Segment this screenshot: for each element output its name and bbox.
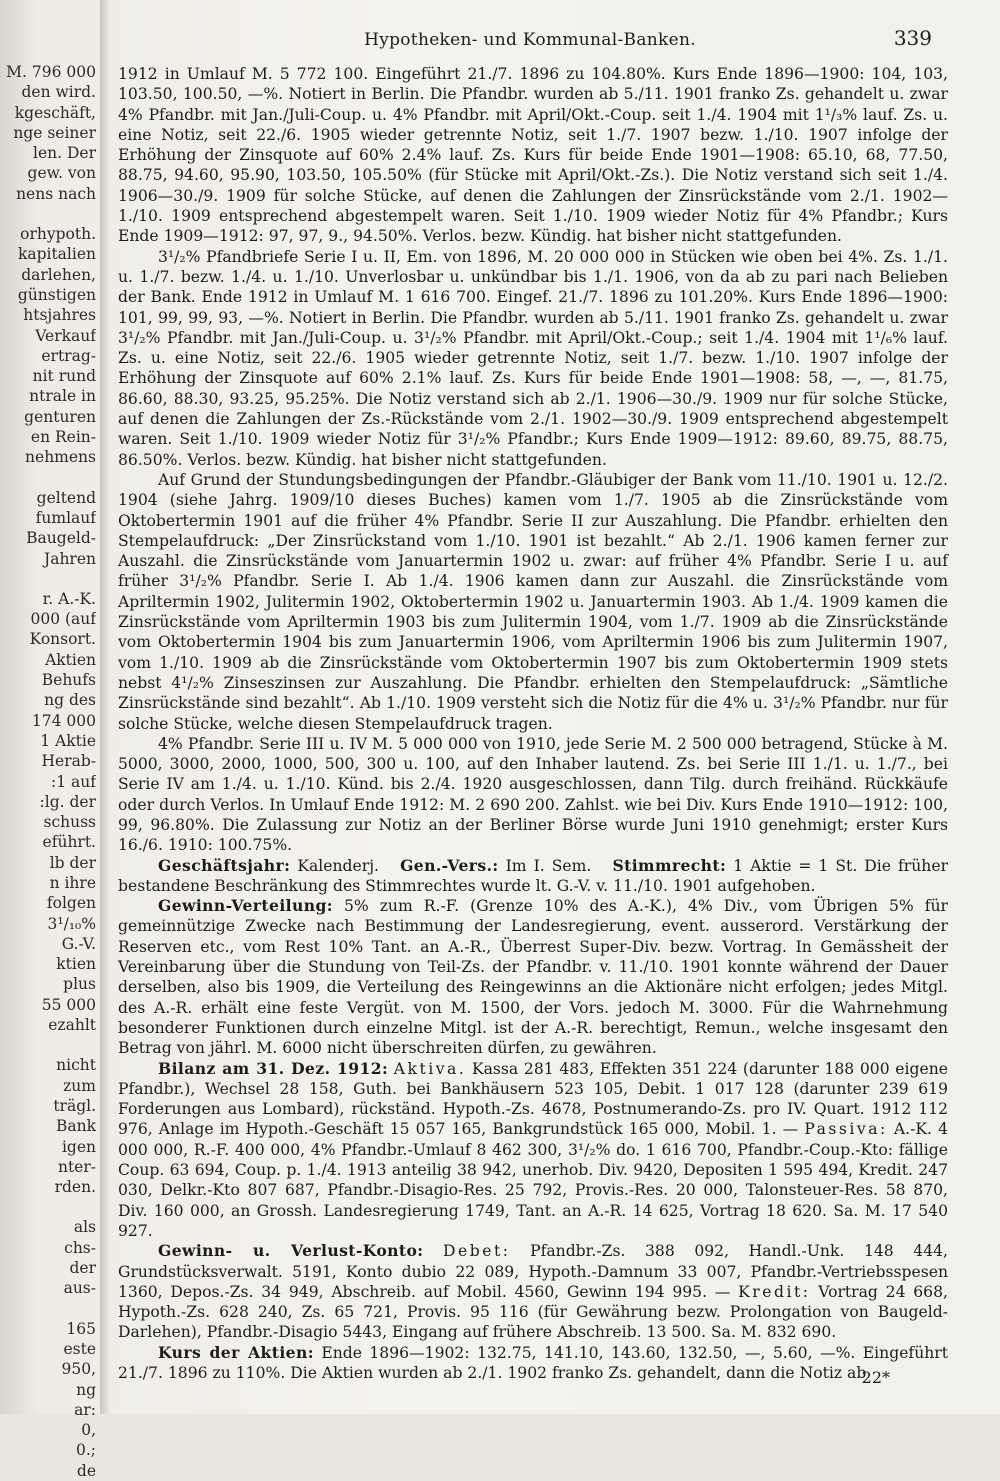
paragraph-bilanz: [118, 1059, 948, 1242]
margin-fragment: geltend: [36, 488, 96, 507]
margin-fragment: kgeschäft,: [14, 103, 96, 122]
margin-fragment: igen: [61, 1137, 96, 1156]
margin-fragment: ar:: [74, 1400, 96, 1419]
paragraph-pfandbr-3-5pct: 3¹/₂% Pfandbriefe Serie I u. II, Em. von 1896, M. 20 000 000 in Stücken wie oben bei 4%. Zs. 1./1. u. 1./7. bezw. 1./4. u. 1./10. Unverlosbar u. unkündbar bis 1./1. 1906, von da ab zu pari nach Belieben der Bank. Ende 1912 in Umlauf M. 1 616 700. Eingef. 21./7. 1896 zu 101.20%. Kurs Ende 1896—1900: 101, 99, 99, 93, —%. Notiert in Berlin. Die Pfandbr. wurden ab 5./11. 1901 franko Zs. gehandelt u. zwar 3¹/₂% Pfandbr. mit Jan./Juli-Coup. u. 3¹/₂% Pfandbr. mit April/Okt.-Coup.; seit 1./4. 1904 mit 1¹/₆% lauf. Zs. u. eine Notiz, seit 22./6. 1905 wieder getrennte Notiz, seit 1./7. bezw. 1./10. 1907 infolge der Erhöhung der Zinsquote auf 60% 2.1% lauf. Zs. Kurs für beide Ende 1901—1908: 58, —, —, 81.75, 86.60, 88.30, 93.25, 95.25%. Die Notiz verstand sich ab 2./1. 1906—30./9. 1909 nur für solche Stücke, auf denen die Zahlungen der Zs.-Rückstände vom 2./1. 1902—30./9. 1909 entsprechend abgestempelt waren. Seit 1./10. 1909 wieder Notiz für 3¹/₂% Pfandbr.; Kurs Ende 1909—1912: 89.60, 89.75, 88.75, 86.50%. Verlos. bezw. Kündig. hat bisher nicht stattgefunden.: [118, 247, 948, 469]
book-gutter: [100, 0, 110, 1414]
margin-fragment: schuss: [43, 813, 96, 832]
margin-fragment: plus: [63, 975, 96, 994]
margin-fragment: G.-V.: [61, 934, 96, 953]
margin-fragment: folgen: [46, 894, 96, 913]
running-title: Hypotheken- und Kommunal-Banken.: [364, 30, 696, 50]
margin-fragment: Jahren: [43, 549, 96, 568]
margin-fragment: :1 auf: [51, 772, 96, 791]
margin-fragment: darlehen,: [21, 265, 96, 284]
bilanz-label: Bilanz am 31. Dez. 1912:: [158, 1058, 389, 1078]
margin-fragment: Behufs: [41, 671, 96, 690]
guv-label: Gewinn- u. Verlust-Konto:: [158, 1241, 424, 1261]
margin-fragment: de: [76, 1461, 96, 1480]
margin-fragment: 165: [66, 1319, 96, 1338]
margin-fragment: eführt.: [42, 833, 96, 852]
margin-fragment: kapitalien: [17, 245, 96, 264]
margin-fragment: genturen: [24, 407, 96, 426]
paragraph-stundung: Auf Grund der Stundungsbedingungen der Pfandbr.-Gläubiger der Bank vom 11./10. 1901 u. 12./2. 1904 (siehe Jahrg. 1909/10 dieses Buches) kamen vom 1./7. 1905 ab die Zinsrückstände vom Oktobertermin 1901 auf die früher 4% Pfandbr. Serie II zur Auszahlung. Die Pfandbr. erhielten den Stempelaufdruck: „Der Zinsrückstand vom 1./10. 1901 ist bezahlt.“ Ab 2./1. 1906 kamen ferner zur Auszahl. die Zinsrückstände vom Januartermin 1902 u. zwar: auf früher 4% Pfandbr. Serie I u. auf früher 3¹/₂% Pfandbr. Serie I. Ab 1./4. 1906 kamen dann zur Auszahl. die Zinsrückstände vom Apriltermin 1902, Julitermin 1902, Oktobertermin 1902 u. Januartermin 1903. Ab 1./4. 1909 kamen die Zinsrückstände vom Apriltermin 1903 bis zum Julitermin 1904, vom 1./7. 1909 ab die Zinsrückstände vom Oktobertermin 1904 bis zum Januartermin 1906, vom Apriltermin 1906 bis zum Julitermin 1907, vom 1./10. 1909 ab die Zinsrückstände vom Oktobertermin 1907 bis zum Oktobertermin 1909 stets nebst 4¹/₂% Zinseszinsen zur Auszahlung. Die Pfandbr. erhielten den Stempelaufdruck: „Sämtliche Zinsrückstände sind bezahlt“. Ab 1./10. 1909 versteht sich die Notiz für die 4% u. 3¹/₂% Pfandbr. nur für solche Stücke, welche diesen Stempelaufdruck tragen.: [118, 470, 948, 733]
margin-fragment: Bank: [55, 1117, 96, 1136]
debet-label: Debet:: [443, 1242, 511, 1261]
margin-fragment: ktien: [56, 955, 96, 974]
gewinn-verteilung-label: Gewinn-Verteilung:: [158, 896, 333, 916]
margin-fragment: 55 000: [41, 995, 96, 1014]
stimmrecht-label: Stimmrecht:: [612, 855, 727, 875]
margin-fragment: [0, 204, 96, 224]
paragraph-pfandbr-4pct: 1912 in Umlauf M. 5 772 100. Eingeführt 21./7. 1896 zu 104.80%. Kurs Ende 1896—1900: 104, 103, 103.50, 100.50, —%. Notiert in Berlin. Die Pfandbr. wurden ab 5./11. 1901 franko Zs. gehandelt u. zwar 4% Pfandbr. mit Jan./Juli-Coup. u. 4% Pfandbr. mit April/Okt.-Coup. seit 1./4. 1904 mit 1¹/₃% lauf. Zs. u. eine Notiz, seit 22./6. 1905 wieder getrennte Notiz, seit 1./7. 1907 bezw. 1./10. 1907 infolge der Erhöhung der Zinsquote auf 60% 2.4% lauf. Zs. Kurs für beide Ende 1901—1908: 65.10, 68, 77.50, 88.75, 94.60, 95.90, 103.50, 105.50% (für Stücke mit April/Okt.-Zs.). Die Notiz verstand sich seit 1./4. 1906—30./9. 1909 für solche Stücke, auf denen die Zahlungen der Zinsrückstände vom 2./1. 1902—1./10. 1909 entsprechend abgestempelt waren. Seit 1./10. 1909 wieder Notiz für 4% Pfandbr.; Kurs Ende 1909—1912: 97, 97, 9., 94.50%. Verlos. bezw. Kündig. hat bisher nicht stattgefunden.: [118, 65, 948, 246]
margin-fragment: der: [69, 1259, 96, 1278]
margin-fragment: r. A.-K.: [42, 589, 96, 608]
margin-fragment: nens nach: [16, 184, 96, 203]
margin-fragment: 1 Aktie: [40, 731, 96, 750]
gen-vers-label: Gen.-Vers.:: [400, 855, 499, 875]
margin-fragment: lb der: [49, 853, 96, 872]
bilanz-aktiva-text: Kassa 281 483, Effekten 351 224 (darunter 188 000 eigene Pfandbr.), Wechsel 28 158, Guth. bei Bankhäusern 523 105, Debit. 1 017 128 (darunter 239 619 Forderungen aus Lombard), rückständ. Hypoth.-Zs. 4678, Postnumerando-Zs. pro IV. Quart. 1912 112 976, Anlage im Hypoth.-Geschäft 15 057 165, Bankgrundstück 165 000, Mobil. 1. —: [118, 1059, 948, 1139]
margin-fragment: orhypoth.: [20, 225, 96, 244]
margin-fragment: 174 000: [31, 711, 96, 730]
margin-fragment: nit rund: [32, 367, 96, 386]
margin-fragment: :lg. der: [39, 792, 96, 811]
main-text-column: [118, 64, 948, 1383]
geschaeftsjahr-label: Geschäftsjahr:: [158, 855, 291, 875]
margin-fragment: ng des: [44, 691, 96, 710]
margin-fragment: 950,: [61, 1360, 96, 1379]
stimmrecht-text: 1 Aktie = 1 St. Die früher bestandene Beschränkung des Stimmrechtes wurde lt. G.-V. v. 11./10. 1901 aufgehoben.: [118, 856, 949, 895]
margin-fragment: Konsort.: [29, 630, 96, 649]
margin-fragment: M. 796 000: [6, 63, 96, 81]
margin-fragment: als: [73, 1218, 96, 1237]
kurs-aktien-label: Kurs der Aktien:: [158, 1342, 314, 1362]
margin-fragment: 0.;: [75, 1441, 96, 1460]
margin-fragment: chs-: [64, 1238, 96, 1257]
aktiva-label: Aktiva.: [393, 1059, 467, 1078]
margin-fragment: zum: [63, 1076, 96, 1095]
margin-fragment: n ihre: [49, 873, 96, 892]
margin-fragment: [0, 468, 96, 488]
passiva-label: Passiva:: [804, 1120, 888, 1139]
margin-fragment: ntrale in: [29, 387, 96, 406]
margin-fragment: rden.: [54, 1178, 96, 1197]
margin-fragment: nicht: [56, 1056, 96, 1075]
paragraph-gewinn-verlust: [118, 1241, 948, 1342]
previous-page-margin-column: [0, 62, 96, 1481]
margin-fragment: nter-: [57, 1157, 96, 1176]
margin-fragment: ezahlt: [48, 1016, 96, 1035]
paragraph-serie-3-4: 4% Pfandbr. Serie III u. IV M. 5 000 000 von 1910, jede Serie M. 2 500 000 betragend, Stücke à M. 5000, 3000, 2000, 1000, 500, 300 u. 100, auf den Inhaber lautend. Zs. bei Serie III 1./1. u. 1./7., bei Serie IV am 1./4. u. 1./10. Künd. bis 2./4. 1920 ausgeschlossen, dann Tilg. durch freihänd. Rückkäufe oder durch Verlos. In Umlauf Ende 1912: M. 2 690 200. Zahlst. wie bei Div. Kurs Ende 1910—1912: 100, 99, 96.80%. Die Zulassung zur Notiz an der Berliner Börse wurde Juni 1910 genehmigt; erster Kurs 16./6. 1910: 100.75%.: [118, 734, 948, 855]
margin-fragment: Herab-: [41, 752, 96, 771]
margin-fragment: aus-: [63, 1279, 96, 1298]
margin-fragment: htsjahres: [23, 306, 96, 325]
paragraph-kurs-aktien: [118, 1343, 948, 1384]
paragraph-geschaeftsjahr: [118, 856, 948, 897]
margin-fragment: len. Der: [33, 144, 96, 163]
margin-fragment: günstigen: [17, 285, 96, 304]
guv-debet-text: Pfandbr.-Zs. 388 092, Handl.-Unk. 148 444, Grundstücksverwalt. 5191, Konto dubio 22 089, Hypoth.-Damnum 33 007, Pfandbr.-Vertriebsspesen 1360, Depos.-Zs. 34 949, Abschreib. auf Mobil. 4560, Gewinn 194 995. —: [118, 1242, 949, 1301]
margin-fragment: Verkauf: [35, 326, 96, 345]
kredit-label: Kredit:: [738, 1282, 811, 1301]
margin-fragment: 0,: [81, 1421, 96, 1440]
margin-fragment: [0, 1299, 96, 1319]
signature-mark: 22*: [861, 1368, 890, 1387]
margin-fragment: gew. von: [27, 164, 96, 183]
margin-fragment: este: [63, 1339, 96, 1358]
gewinn-verteilung-text: 5% zum R.-F. (Grenze 10% des A.-K.), 4% Div., vom Übrigen 5% für gemeinnützige Zwecke nach Bestimmung der Landesregierung, event. ausserord. Verstärkung der Reserven etc., vom Rest 10% Tant. an A.-R., Überrest Super-Div. bezw. Vortrag. In Gemässheit der Vereinbarung über die Stundung von Teil-Zs. der Pfandbr. v. 11./10. 1901 konnte während der Dauer derselben, also bis 1909, die Verteilung des Reingewinns an die Aktionäre nicht erfolgen; jedes Mitgl. des A.-R. erhält eine feste Vergüt. von M. 1500, der Vors. jedoch M. 3000. Für die Wahrnehmung besonderer Funktionen durch einzelne Mitgl. ist der A.-R. berechtigt, Remun., welche insgesamt den Betrag von jährl. M. 6000 nicht überschreiten dürfen, zu gewähren.: [118, 897, 948, 1058]
page-number: 339: [893, 26, 932, 50]
guv-kredit-text: Vortrag 24 668, Hypoth.-Zs. 628 240, Zs. 65 721, Provis. 95 116 (für Gewährung bezw. Prolongation von Baugeld-Darlehen), Pfandbr.-Disagio 5443, Eingang auf frühere Abschreib. 13 500. Sa. M. 832 690.: [118, 1282, 948, 1342]
geschaeftsjahr-text: Kalenderj.: [297, 856, 380, 875]
margin-fragment: fumlauf: [35, 508, 96, 527]
bilanz-passiva-text: A.-K. 4 000 000, R.-F. 400 000, 4% Pfandbr.-Umlauf 8 462 300, 3¹/₂% do. 1 616 700, Pfandbr.-Coup.-Kto: fällige Coup. 63 694, Coup. p. 1./4. 1913 anteilig 38 942, unerhob. Div. 9420, Depositen 1 595 494, Kredit. 247 030, Delkr.-Kto 807 687, Pfandbr.-Disagio-Res. 25 792, Provis.-Res. 20 000, Talonsteuer-Res. 58 870, Div. 160 000, an Grossh. Landesregierung 1749, Tant. an A.-R. 14 625, Vortrag 18 620. Sa. M. 17 540 927.: [118, 1120, 948, 1240]
margin-fragment: en Rein-: [30, 428, 96, 447]
paragraph-gewinn-verteilung: [118, 896, 948, 1058]
margin-fragment: [0, 569, 96, 589]
kurs-aktien-text: Ende 1896—1902: 132.75, 141.10, 143.60, 132.50, —, 5.60, —%. Eingeführt 21./7. 1896 zu 110%. Die Aktien wurden ab 2./1. 1902 franko Zs. gehandelt, dann die Notiz ab: [118, 1343, 949, 1382]
margin-fragment: Baugeld-: [26, 529, 96, 548]
margin-fragment: ng: [76, 1380, 96, 1399]
margin-fragment: 3¹/₁₀%: [47, 914, 96, 933]
margin-fragment: den wird.: [21, 83, 96, 102]
margin-fragment: [0, 1035, 96, 1055]
margin-fragment: nge seiner: [13, 123, 96, 142]
margin-fragment: trägl.: [53, 1096, 96, 1115]
margin-fragment: [0, 1197, 96, 1217]
margin-fragment: ertrag-: [41, 346, 96, 365]
margin-fragment: 000 (auf: [30, 610, 96, 629]
gen-vers-text: Im I. Sem.: [505, 856, 592, 875]
margin-fragment: Aktien: [45, 650, 96, 669]
margin-fragment: nehmens: [25, 448, 96, 467]
